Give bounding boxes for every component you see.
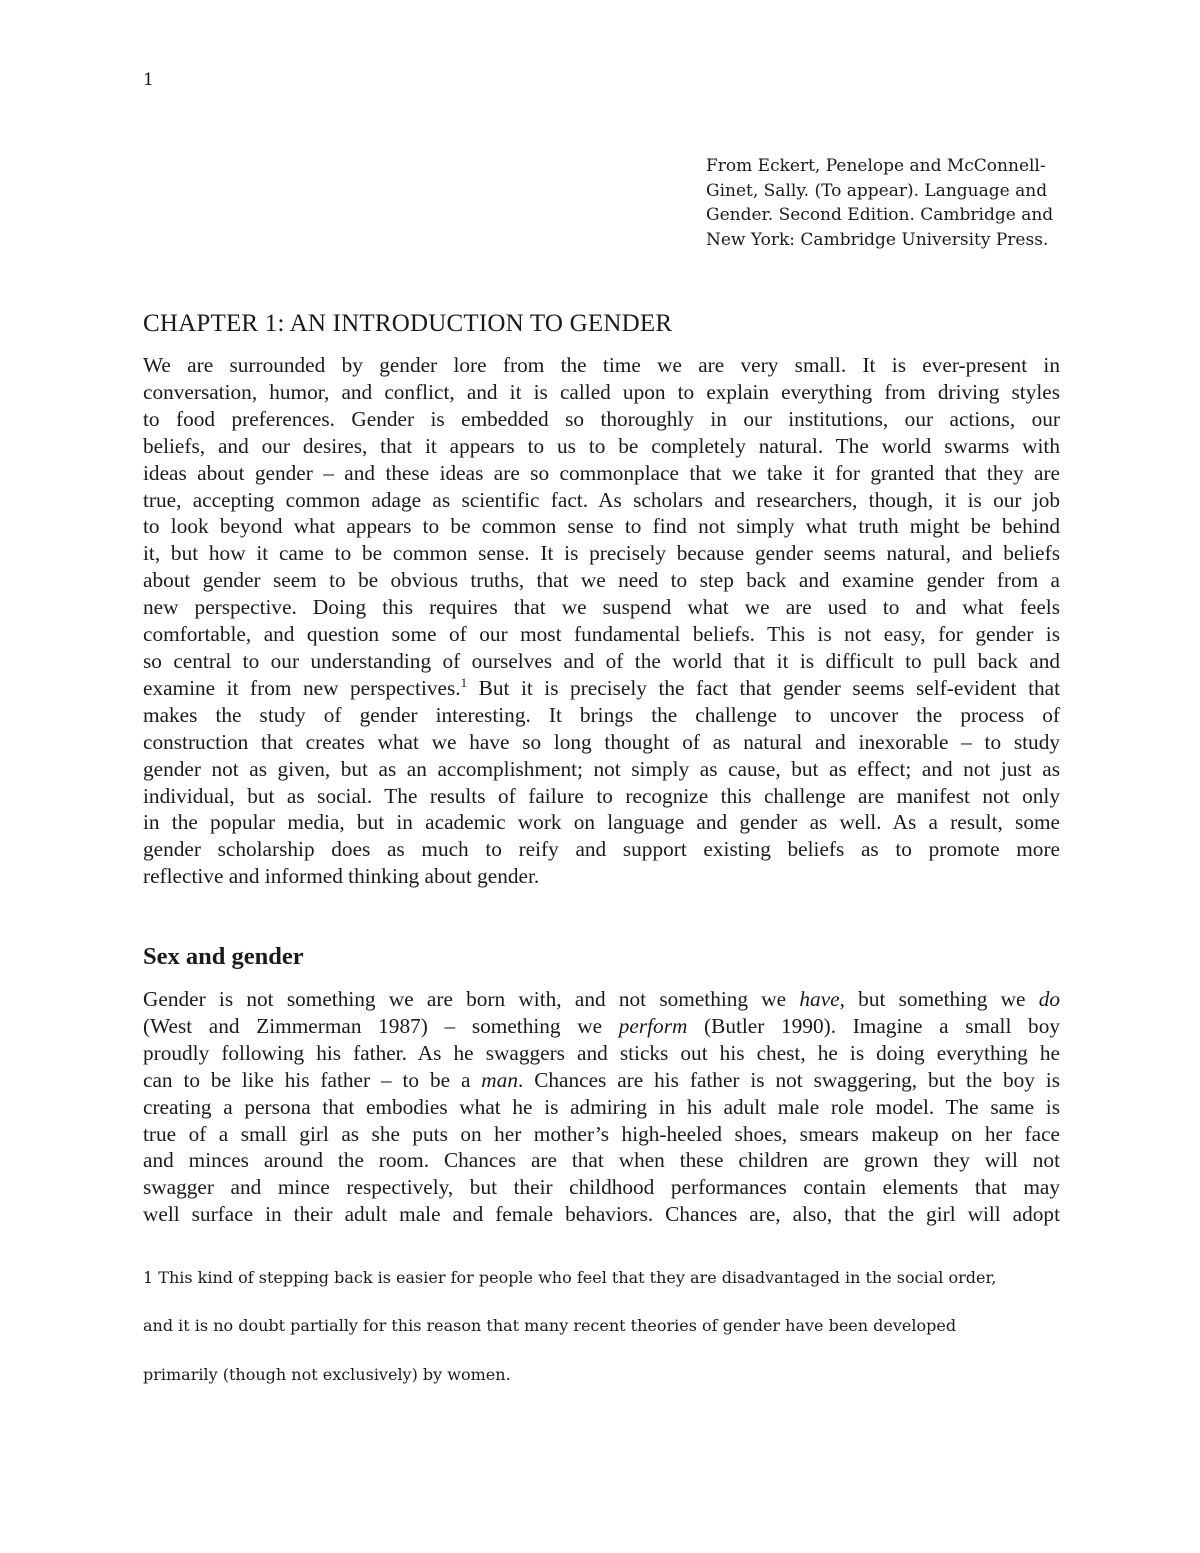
paragraph-line: well surface in their adult male and female behaviors. Chances are, also, that the girl will adopt [143,1202,1060,1227]
paragraph-line [143,675,1060,702]
paragraph-line: gender scholarship does as much to reify and support existing beliefs as to promote more [143,837,1060,862]
line-text: examine it from new perspectives. [143,675,461,700]
line-text: But it is precisely the fact that gender seems self-evident that [467,675,1061,700]
paragraph-line: to food preferences. Gender is embedded so thoroughly in our institutions, our actions, our [143,406,1060,431]
emphasis-text: have [799,987,840,1011]
paragraph-line [143,1013,1060,1040]
paragraph-line: it, but how it came to be common sense. It is precisely because gender seems natural, and beliefs [143,541,1060,566]
paragraph-line: new perspective. Doing this requires that we suspend what we are used to and what feels [143,595,1060,620]
paragraph-line [143,1067,1060,1094]
line-text: (Butler 1990). Imagine a small boy [687,1013,1061,1038]
paragraph-line: proudly following his father. As he swaggers and sticks out his chest, he is doing everything he [143,1040,1060,1065]
intro-paragraph [143,352,1060,890]
paragraph-line [143,986,1060,1013]
paragraph-line: comfortable, and question some of our most fundamental beliefs. This is not easy, for gender is [143,622,1060,647]
paragraph-line: about gender seem to be obvious truths, that we need to step back and examine gender from a [143,568,1060,593]
line-text: , but something we [839,987,1039,1011]
paragraph-line: in the popular media, but in academic work on language and gender as well. As a result, some [143,810,1060,835]
citation-line: From Eckert, Penelope and McConnell- [706,156,1046,176]
paragraph-line: ideas about gender – and these ideas are so commonplace that we take it for granted that they are [143,460,1060,485]
line-text: . Chances are his father is not swaggering, but the boy is [517,1067,1060,1092]
chapter-title: CHAPTER 1: AN INTRODUCTION TO GENDER [143,310,673,337]
paragraph-line: conversation, humor, and conflict, and it is called upon to explain everything from driving styles [143,379,1060,404]
source-citation [706,154,1066,252]
citation-line: Gender. Second Edition. Cambridge and [706,205,1054,225]
footnote-marker[interactable]: 1 [460,674,468,690]
section-title: Sex and gender [143,943,304,970]
footnote-line: 1 This kind of stepping back is easier for people who feel that they are disadvantaged in the social order, [143,1268,997,1287]
paragraph-line: and minces around the room. Chances are that when these children are grown they will not [143,1148,1060,1173]
footnote-line: and it is no doubt partially for this reason that many recent theories of gender have been developed [143,1316,957,1335]
paragraph-line: makes the study of gender interesting. It brings the challenge to uncover the process of [143,702,1060,727]
paragraph-line: reflective and informed thinking about gender. [143,864,540,889]
paragraph-line: to look beyond what appears to be common sense to find not simply what truth might be behind [143,514,1060,539]
paragraph-line: swagger and mince respectively, but their childhood performances contain elements that may [143,1175,1060,1200]
paragraph-line: creating a persona that embodies what he is admiring in his adult male role model. The same is [143,1094,1060,1119]
emphasis-text: perform [618,1013,688,1038]
paragraph-line: true of a small girl as she puts on her mother’s high-heeled shoes, smears makeup on her face [143,1121,1060,1146]
page-number: 1 [143,70,154,90]
section-paragraph [143,986,1060,1228]
emphasis-text: man [481,1067,518,1092]
paragraph-line: We are surrounded by gender lore from the time we are very small. It is ever-present in [143,353,1060,377]
paragraph-line: beliefs, and our desires, that it appears to us to be completely natural. The world swarms with [143,433,1060,458]
footnote-line: primarily (though not exclusively) by women. [143,1365,511,1384]
emphasis-text: do [1038,987,1060,1011]
paragraph-line: construction that creates what we have so long thought of as natural and inexorable – to study [143,729,1060,754]
paragraph-line: individual, but as social. The results of failure to recognize this challenge are manifest not only [143,783,1060,808]
citation-line: New York: Cambridge University Press. [706,229,1049,250]
paragraph-line: so central to our understanding of ourselves and of the world that it is difficult to pull back and [143,648,1060,673]
line-text: Gender is not something we are born with, and not something we [143,987,800,1011]
paragraph-line: true, accepting common adage as scientific fact. As scholars and researchers, though, it is our job [143,487,1060,512]
line-text: can to be like his father – to be a [143,1067,482,1092]
citation-line: Ginet, Sally. (To appear). Language and [706,180,1048,201]
paragraph-line: gender not as given, but as an accomplishment; not simply as cause, but as effect; and not just as [143,756,1060,781]
line-text: (West and Zimmerman 1987) – something we [143,1013,619,1038]
